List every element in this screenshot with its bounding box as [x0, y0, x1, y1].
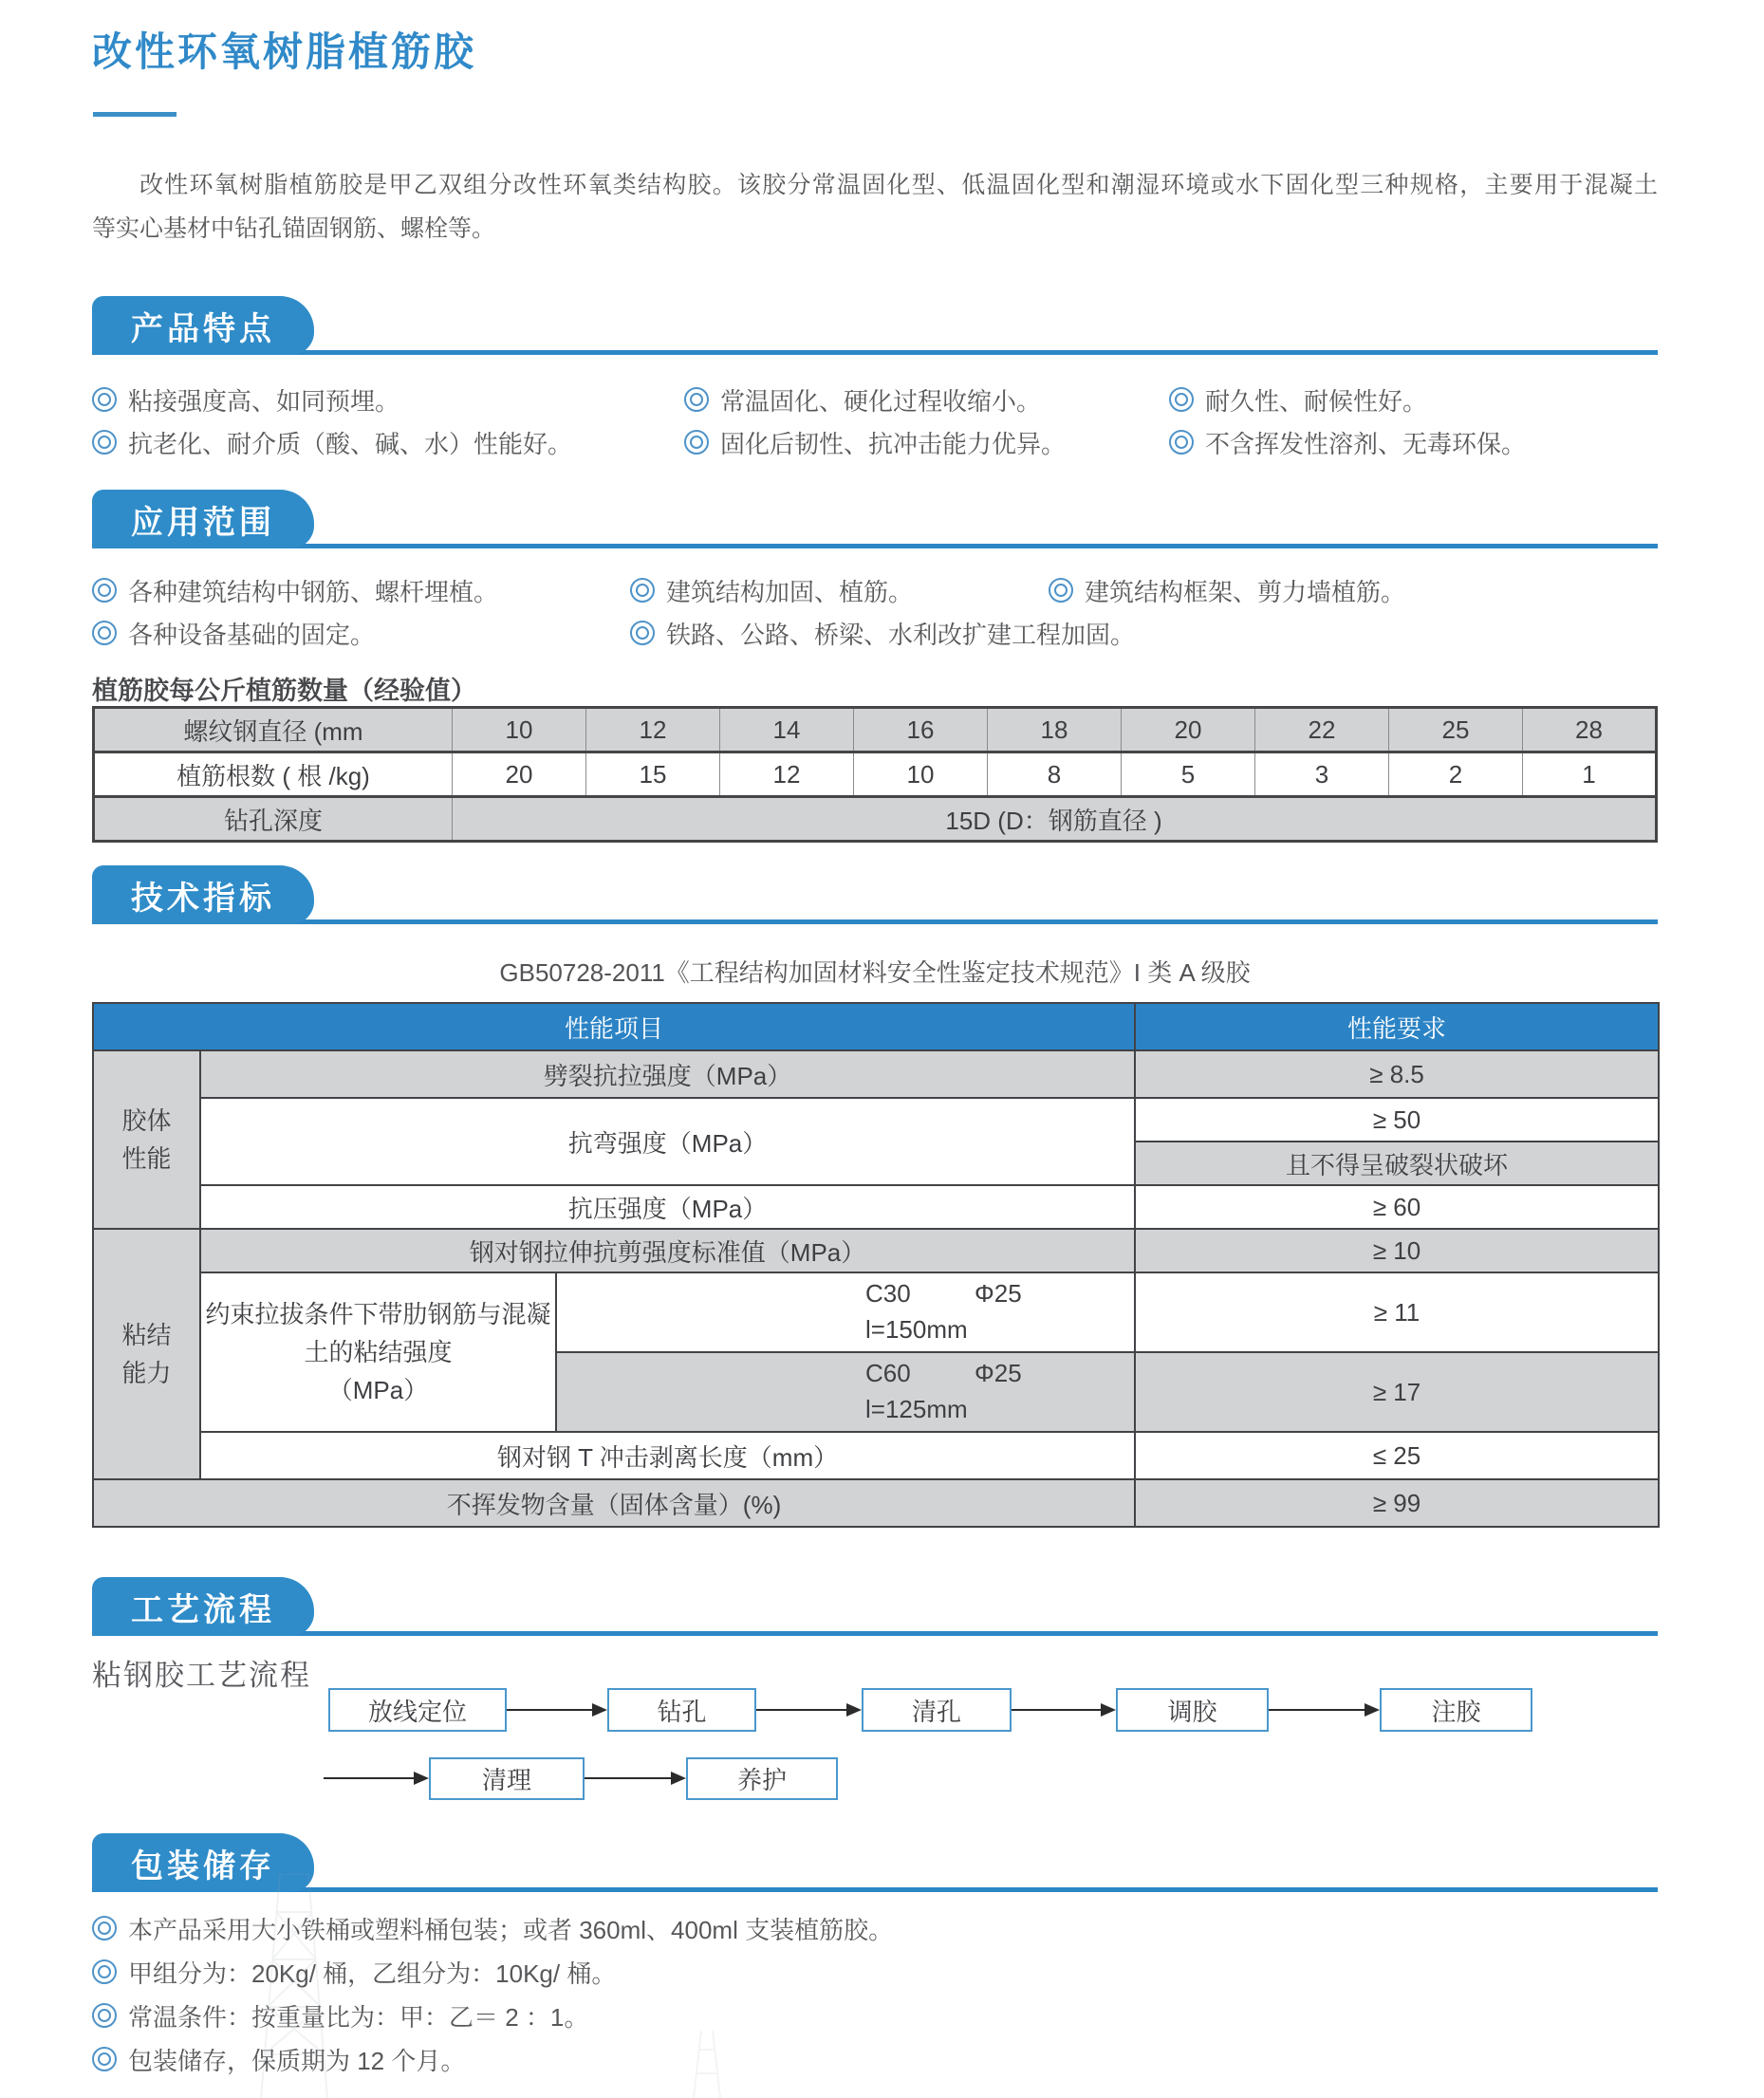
flow-box-mix-glue: 调胶 [1116, 1688, 1269, 1732]
flow-box-cleanup: 清理 [429, 1757, 585, 1800]
process-subtitle: 粘钢胶工艺流程 [92, 1659, 311, 1692]
req-cell: ≥ 11 [1135, 1272, 1659, 1352]
intro-line-1: 改性环氧树脂植筋胶是甲乙双组分改性环氧类结构胶。该胶分常温固化型、低温固化型和潮湿环境或水下固化型三种规格，主要用于混凝土 [139, 172, 1658, 198]
count-cell: 15 [586, 752, 720, 797]
watermark-tower-icon [242, 1874, 346, 2098]
section-underline [92, 544, 1658, 548]
depth-value-cell: 15D (D：钢筋直径 ) [453, 797, 1657, 842]
rebar-count-table [92, 706, 1658, 843]
feature-item-label: 常温固化、硬化过程收缩小。 [720, 386, 1042, 416]
bullseye-bullet-icon [1049, 578, 1073, 603]
diameter-label-cell: 螺纹钢直径 (mm [94, 708, 453, 752]
req-cell: ≥ 50 [1135, 1098, 1659, 1142]
diameter-cell: 14 [720, 708, 854, 752]
bullseye-bullet-icon [630, 578, 655, 603]
section-underline [92, 350, 1658, 355]
feature-item [684, 382, 1041, 417]
req-cell: ≤ 25 [1135, 1432, 1659, 1479]
table-row [94, 708, 1657, 752]
table-row [93, 1272, 1659, 1352]
feature-item [92, 425, 572, 459]
application-item [1049, 573, 1405, 607]
bullseye-bullet-icon [92, 430, 117, 455]
bullseye-bullet-icon [684, 387, 709, 412]
section-process-header [92, 1573, 1658, 1636]
count-cell: 5 [1122, 752, 1255, 797]
section-badge: 产品特点 [92, 296, 314, 355]
packaging-item-label: 本产品采用大小铁桶或塑料桶包装；或者 360ml、400ml 支装植筋胶。 [128, 1915, 894, 1944]
count-cell: 8 [988, 752, 1122, 797]
diameter-cell: 18 [988, 708, 1122, 752]
section-badge: 技术指标 [92, 865, 314, 924]
flow-arrow [324, 1772, 429, 1785]
req-cell: ≥ 99 [1135, 1479, 1659, 1527]
flow-arrow [1269, 1703, 1380, 1717]
feature-item-label: 固化后韧性、抗冲击能力优异。 [720, 429, 1067, 458]
application-item-label: 建筑结构框架、剪力墙植筋。 [1085, 577, 1406, 606]
table-row [93, 1185, 1659, 1229]
intro-line-2: 等实心基材中钻孔锚固钢筋、螺栓等。 [92, 215, 496, 242]
item-cell: 劈裂抗拉强度（MPa） [200, 1050, 1135, 1098]
packaging-item-label: 包装储存，保质期为 12 个月。 [128, 2046, 466, 2075]
section-badge: 应用范围 [92, 490, 314, 548]
depth-label-cell: 钻孔深度 [94, 797, 453, 842]
feature-item [684, 425, 1066, 459]
req-cell: ≥ 17 [1135, 1352, 1659, 1432]
diameter-cell: 22 [1255, 708, 1389, 752]
req-cell: 且不得呈破裂状破坏 [1135, 1142, 1659, 1185]
diameter-cell: 12 [586, 708, 720, 752]
flow-arrow [507, 1703, 607, 1717]
req-cell: ≥ 8.5 [1135, 1050, 1659, 1098]
section-underline [92, 1631, 1658, 1636]
bullseye-bullet-icon [684, 430, 709, 455]
table-row [94, 752, 1657, 797]
req-cell: ≥ 60 [1135, 1185, 1659, 1229]
diameter-cell: 25 [1389, 708, 1523, 752]
section-features-header [92, 292, 1658, 355]
application-item-label: 各种建筑结构中钢筋、螺杆埋植。 [128, 577, 499, 606]
table-row [93, 1229, 1659, 1272]
diameter-cell: 16 [854, 708, 988, 752]
packaging-item [92, 1911, 893, 1945]
flow-box-inject-glue: 注胶 [1380, 1688, 1532, 1732]
item-cell: 抗弯强度（MPa） [200, 1098, 1135, 1185]
section-underline [92, 919, 1658, 924]
flow-arrow [585, 1772, 686, 1785]
bullseye-bullet-icon [92, 2047, 117, 2071]
diameter-cell: 28 [1523, 708, 1657, 752]
item-cell: 钢对钢 T 冲击剥离长度（mm） [200, 1432, 1135, 1479]
application-item-label: 铁路、公路、桥梁、水利改扩建工程加固。 [666, 620, 1136, 649]
feature-item [1169, 425, 1526, 459]
flow-arrow [756, 1703, 862, 1717]
section-badge: 包装储存 [92, 1833, 314, 1892]
application-item-label: 各种设备基础的固定。 [128, 620, 376, 649]
tech-standard-note: GB50728-2011《工程结构加固材料安全性鉴定技术规范》I 类 A 级胶 [499, 958, 1251, 987]
count-cell: 2 [1389, 752, 1523, 797]
section-badge: 工艺流程 [92, 1577, 314, 1636]
item-cell: 抗压强度（MPa） [200, 1185, 1135, 1229]
flow-box-layout: 放线定位 [328, 1688, 507, 1732]
application-item [630, 573, 913, 607]
title-underline [93, 112, 176, 117]
feature-item [1169, 382, 1427, 417]
packaging-item-label: 常温条件：按重量比为：甲：乙＝ 2 ：1。 [128, 2002, 589, 2032]
bullseye-bullet-icon [1169, 430, 1194, 455]
bullseye-bullet-icon [92, 387, 117, 412]
group-cell-colloid: 胶体性能 [93, 1050, 200, 1229]
application-item [92, 616, 375, 650]
table-row [93, 1432, 1659, 1479]
table-row [93, 1050, 1659, 1098]
count-label-cell: 植筋根数 ( 根 /kg) [94, 752, 453, 797]
flow-box-drill: 钻孔 [607, 1688, 756, 1732]
performance-table [92, 1002, 1660, 1528]
bullseye-bullet-icon [92, 621, 117, 645]
count-cell: 20 [453, 752, 586, 797]
bullseye-bullet-icon [92, 1916, 117, 1940]
feature-item-label: 粘接强度高、如同预埋。 [128, 386, 400, 416]
table-row [93, 1098, 1659, 1142]
intro-paragraph [92, 163, 1658, 251]
table-header-row [93, 1003, 1659, 1050]
section-applications-header [92, 486, 1658, 548]
flow-box-curing: 养护 [686, 1757, 838, 1800]
req-cell: ≥ 10 [1135, 1229, 1659, 1272]
page-title: 改性环氧树脂植筋胶 [92, 29, 477, 74]
application-item-label: 建筑结构加固、植筋。 [666, 577, 914, 606]
group-cell-bond: 粘结能力 [93, 1229, 200, 1479]
diameter-cell: 20 [1122, 708, 1255, 752]
count-cell: 1 [1523, 752, 1657, 797]
spec-cell-c60: C60 Φ25 l=125mm [556, 1352, 1135, 1432]
req-header-cell: 性能要求 [1135, 1003, 1659, 1050]
spec-cell-c30: C30 Φ25 l=150mm [556, 1272, 1135, 1352]
application-item [630, 616, 1135, 650]
item-header-cell: 性能项目 [93, 1003, 1135, 1050]
item-cell: 不挥发物含量（固体含量）(%) [93, 1479, 1135, 1527]
count-cell: 12 [720, 752, 854, 797]
feature-item-label: 抗老化、耐介质（酸、碱、水）性能好。 [128, 429, 573, 458]
bullseye-bullet-icon [1169, 387, 1194, 412]
bullseye-bullet-icon [92, 578, 117, 603]
bullseye-bullet-icon [92, 1959, 117, 1984]
count-cell: 10 [854, 752, 988, 797]
bullseye-bullet-icon [630, 621, 655, 645]
count-cell: 3 [1255, 752, 1389, 797]
bullseye-bullet-icon [92, 2003, 117, 2028]
packaging-item-label: 甲组分为：20Kg/ 桶，乙组分为：10Kg/ 桶。 [128, 1959, 617, 1988]
feature-item-label: 耐久性、耐候性好。 [1205, 386, 1428, 416]
watermark-mark-icon [688, 2031, 726, 2098]
item-cell: 钢对钢拉伸抗剪强度标准值（MPa） [200, 1229, 1135, 1272]
feature-item-label: 不含挥发性溶剂、无毒环保。 [1205, 429, 1527, 458]
feature-item [92, 382, 399, 417]
table-row [94, 797, 1657, 842]
diameter-cell: 10 [453, 708, 586, 752]
item-cell-bond-strength: 约束拉拔条件下带肋钢筋与混凝土的粘结强度 （MPa） [200, 1272, 556, 1432]
section-tech-header [92, 862, 1658, 924]
flow-arrow [1012, 1703, 1116, 1717]
table-row [93, 1479, 1659, 1527]
application-item [92, 573, 498, 607]
flow-box-clean-hole: 清孔 [862, 1688, 1012, 1732]
packaging-item [92, 1955, 616, 1989]
rebar-table-caption: 植筋胶每公斤植筋数量（经验值） [92, 677, 476, 705]
